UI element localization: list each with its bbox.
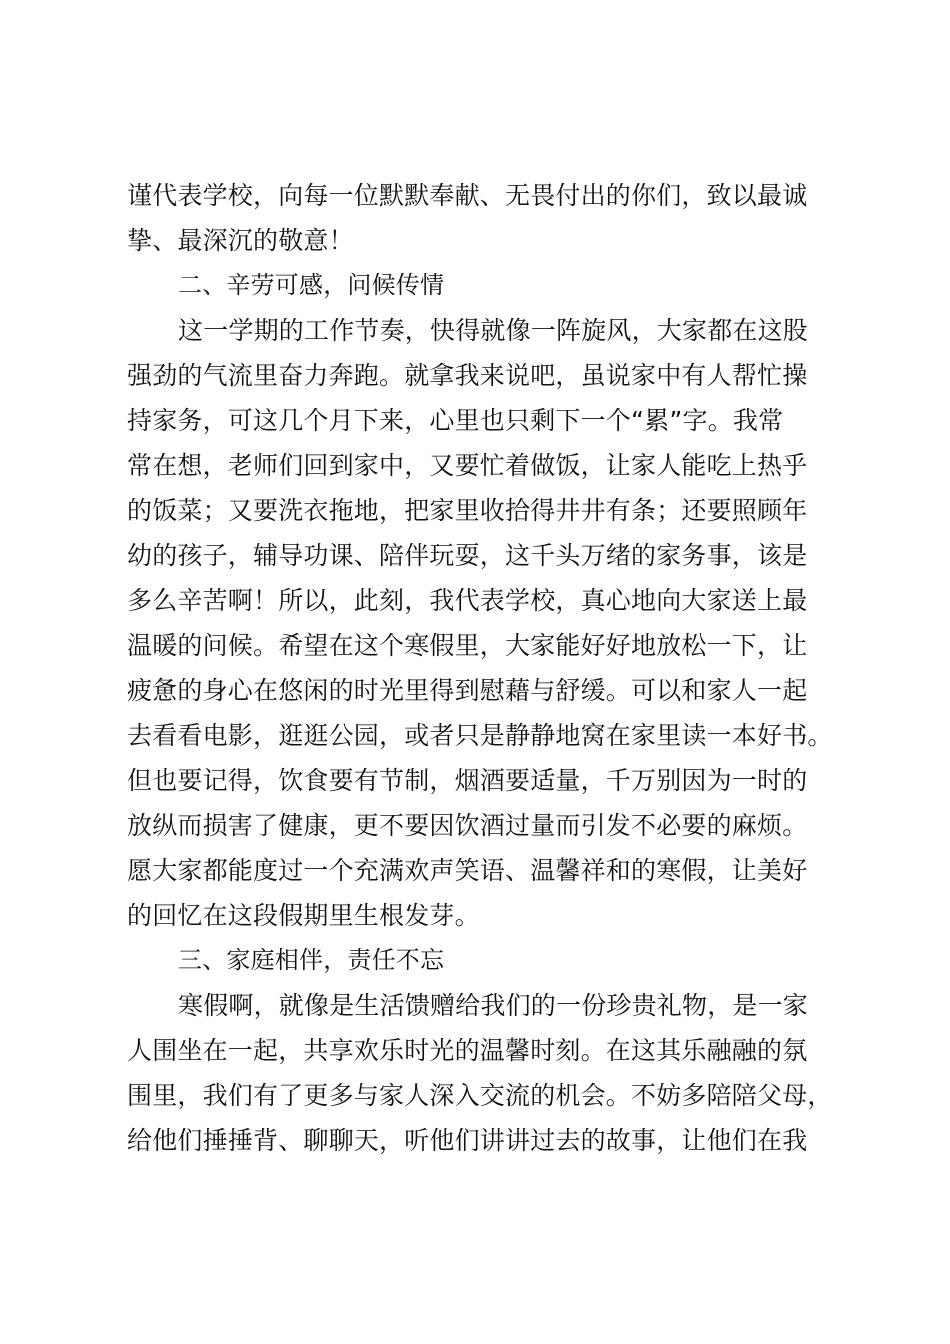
section-heading-3: 三、家庭相伴，责任不忘 <box>178 946 445 974</box>
text-line: 人围坐在一起，共享欢乐时光的温馨时刻。在这其乐融融的氛 <box>127 1036 808 1065</box>
paragraph-first-line: 寒假啊，就像是生活馈赠给我们的一份珍贵礼物，是一家 <box>178 991 809 1020</box>
paragraph-first-line: 这一学期的工作节奏，快得就像一阵旋风，大家都在这股 <box>178 316 809 345</box>
text-line: 持家务，可这几个月下来，心里也只剩下一个“累”字。我常 <box>127 406 784 435</box>
text-line: 但也要记得，饮食要有节制，烟酒要适量，千万别因为一时的 <box>127 766 808 795</box>
text-line: 围里，我们有了更多与家人深入交流的机会。不妨多陪陪父母， <box>127 1081 833 1110</box>
text-line: 温暖的问候。希望在这个寒假里，大家能好好地放松一下，让 <box>127 631 808 660</box>
text-line: 常在想，老师们回到家中，又要忙着做饭，让家人能吃上热乎 <box>127 451 808 480</box>
text-line: 强劲的气流里奋力奔跑。就拿我来说吧，虽说家中有人帮忙操 <box>127 361 808 390</box>
text-line: 的饭菜；又要洗衣拖地，把家里收拾得井井有条；还要照顾年 <box>127 496 808 525</box>
text-line: 去看看电影，逛逛公园，或者只是静静地窝在家里读一本好书。 <box>127 721 833 750</box>
text-line: 愿大家都能度过一个充满欢声笑语、温馨祥和的寒假，让美好 <box>127 856 808 885</box>
text-line: 疲惫的身心在悠闲的时光里得到慰藉与舒缓。可以和家人一起 <box>127 676 808 705</box>
text-line: 给他们捶捶背、聊聊天，听他们讲讲过去的故事，让他们在我 <box>127 1126 808 1155</box>
section-heading-2: 二、辛劳可感，问候传情 <box>178 271 445 299</box>
text-line: 放纵而损害了健康，更不要因饮酒过量而引发不必要的麻烦。 <box>127 811 808 840</box>
text-line: 多么辛苦啊！所以，此刻，我代表学校，真心地向大家送上最 <box>127 586 808 615</box>
text-line: 幼的孩子，辅导功课、陪伴玩耍，这千头万绪的家务事，该是 <box>127 541 808 570</box>
text-line: 挚、最深沉的敬意！ <box>127 226 354 255</box>
document-body <box>127 173 832 1163</box>
text-line: 谨代表学校，向每一位默默奉献、无畏付出的你们，致以最诚 <box>127 181 808 210</box>
text-line: 的回忆在这段假期里生根发芽。 <box>127 901 480 930</box>
